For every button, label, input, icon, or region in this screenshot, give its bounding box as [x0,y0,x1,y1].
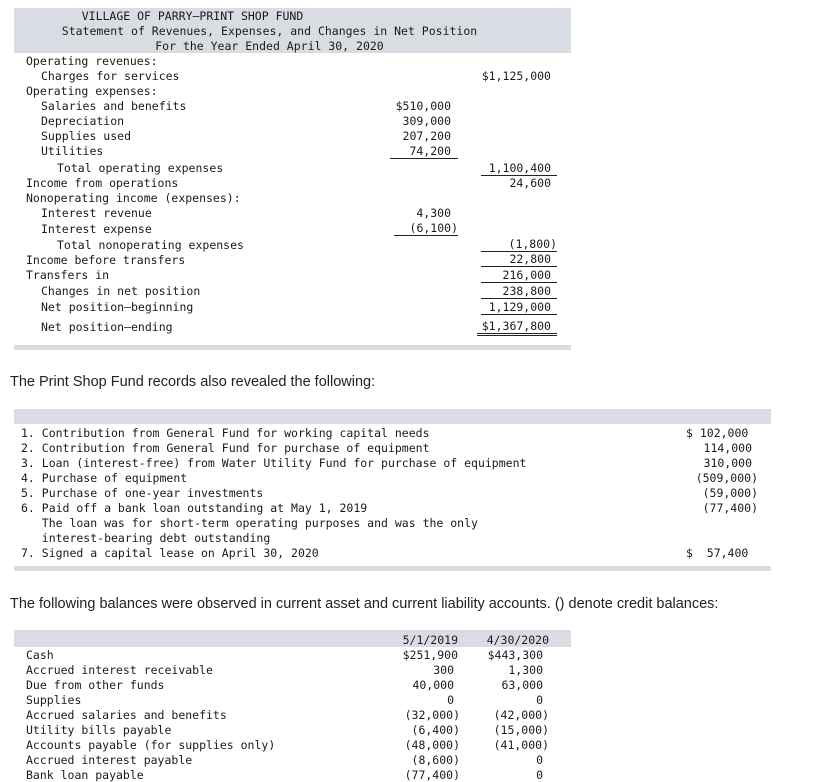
balance-2019: 0 [447,693,454,707]
intro-records: The Print Shop Fund records also revealed the following: [10,374,376,390]
row-label: Nonoperating income (expenses): [26,191,241,205]
amount-col2: 24,600 [509,176,551,190]
balance-label: Bank loan payable [26,768,144,782]
balance-2019: (32,000) [404,708,460,722]
row-label: Utilities [41,144,104,158]
balance-label: Accrued interest receivable [26,663,213,677]
amount-col2: 1,129,000 [481,300,557,315]
balance-2019: (6,400) [411,723,460,737]
record-item: 1. Contribution from General Fund for working capital needs [21,426,430,440]
balance-2020: (42,000) [493,708,549,722]
amount-col2: 1,100,400 [481,161,557,176]
statement-footer-band [14,345,571,350]
amount-col2: 22,800 [481,252,557,267]
balance-label: Due from other funds [26,678,165,692]
records-header-band [14,409,771,424]
statement-subtitle: Statement of Revenues, Expenses, and Changes in Net Position [61,24,478,38]
intro-balances: The following balances were observed in current asset and current liability accounts. () denote credit balances: [10,596,719,612]
record-item-continued: interest-bearing debt outstanding [21,531,271,545]
statement-title: VILLAGE OF PARRY—PRINT SHOP FUND [81,9,304,23]
column-header-2020: 4/30/2020 [486,633,549,647]
row-label: Total operating expenses [57,161,224,175]
row-label: Operating expenses: [26,84,158,98]
balance-2020: 1,300 [508,663,543,677]
amount-col1: 207,200 [402,129,451,143]
balance-2020: 0 [536,753,543,767]
balance-2020: 63,000 [501,678,543,692]
row-label: Interest revenue [41,206,152,220]
statement-period: For the Year Ended April 30, 2020 [155,39,384,53]
row-label: Income from operations [26,176,179,190]
balance-label: Utility bills payable [26,723,172,737]
row-label: Operating revenues: [26,54,158,68]
row-label: Net position—ending [41,320,173,334]
record-amount: 114,000 [703,441,752,455]
row-label: Income before transfers [26,253,186,267]
balance-2019: $251,900 [402,648,458,662]
amount-col1: $510,000 [395,99,451,113]
row-label: Depreciation [41,114,125,128]
balance-label: Accrued interest payable [26,753,193,767]
amount-col2: $1,125,000 [481,69,551,83]
balance-2019: 300 [433,663,454,677]
row-label: Salaries and benefits [41,99,187,113]
balance-label: Supplies [26,693,82,707]
balance-2019: (8,600) [411,753,460,767]
balance-2020: (15,000) [493,723,549,737]
record-amount: (59,000) [702,486,758,500]
balance-2019: 40,000 [412,678,454,692]
record-amount: $ 57,400 [686,546,749,560]
column-header-2019: 5/1/2019 [402,633,458,647]
record-item: 7. Signed a capital lease on April 30, 2020 [21,546,319,560]
record-item-continued: The loan was for short-term operating purposes and was the only [21,516,478,530]
row-label: Charges for services [41,69,180,83]
amount-col2: 216,000 [481,268,557,283]
record-amount: (77,400) [702,501,758,515]
balance-2020: 0 [536,768,543,782]
row-label: Net position—beginning [41,300,194,314]
amount-col1: 74,200 [390,144,458,159]
balance-label: Cash [26,648,54,662]
row-label: Changes in net position [41,284,201,298]
records-footer-band [14,566,771,571]
balance-2019: (48,000) [404,738,460,752]
balance-2020: (41,000) [493,738,549,752]
record-amount: (509,000) [695,471,758,485]
record-amount: 310,000 [703,456,752,470]
record-item: 2. Contribution from General Fund for purchase of equipment [21,441,430,455]
record-item: 6. Paid off a bank loan outstanding at May 1, 2019 [21,501,368,515]
record-item: 5. Purchase of one-year investments [21,486,264,500]
balance-2020: $443,300 [487,648,543,662]
record-item: 4. Purchase of equipment [21,471,188,485]
row-label: Interest expense [41,222,152,236]
balance-2020: 0 [536,693,543,707]
balance-label: Accounts payable (for supplies only) [26,738,276,752]
amount-col2: 238,800 [481,284,557,299]
amount-col2: (1,800) [481,237,557,252]
amount-col1: 309,000 [402,114,451,128]
amount-col2: $1,367,800 [477,319,557,336]
balance-2019: (77,400) [404,768,460,782]
row-label: Supplies used [41,129,132,143]
record-amount: $ 102,000 [686,426,749,440]
row-label: Total nonoperating expenses [57,238,244,252]
amount-col1: (6,100) [394,221,458,236]
row-label: Transfers in [26,268,110,282]
record-item: 3. Loan (interest-free) from Water Utility Fund for purchase of equipment [21,456,527,470]
balance-label: Accrued salaries and benefits [26,708,227,722]
amount-col1: 4,300 [416,206,451,220]
